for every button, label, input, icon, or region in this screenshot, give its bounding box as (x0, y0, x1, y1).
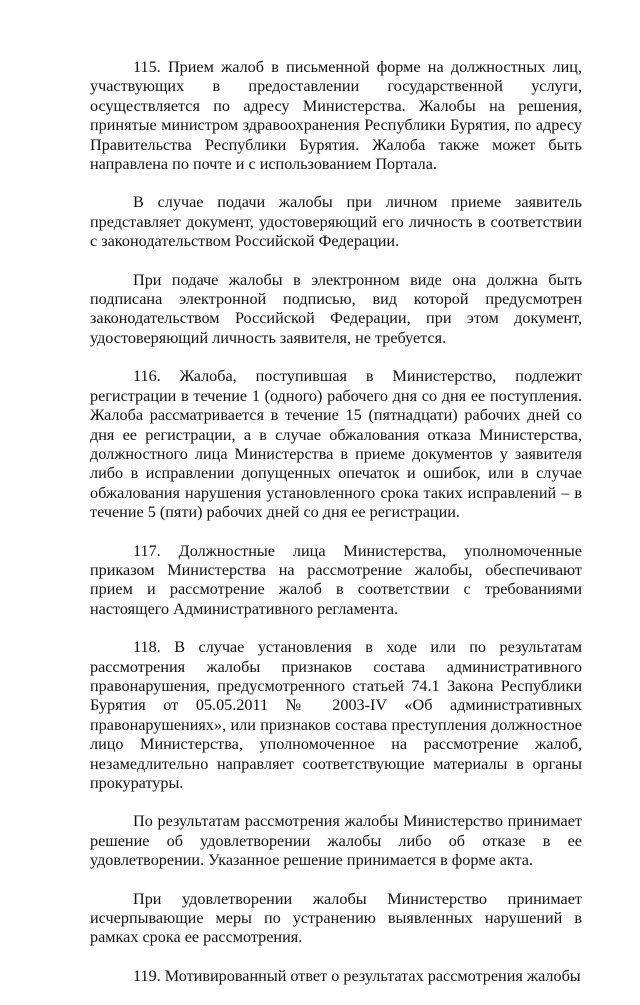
paragraph-118: 118. В случае установления в ходе или по результатам рассмотрения жалобы признаков состава административного правонарушения, предусмотренного статьей 74.1 Закона Республики Бурятия от 05.05.2011 № 2003-IV «Об административных правонарушениях», или признаков состава преступления должностное лицо Министерства, уполномоченное на рассмотрение жалоб, незамедлительно направляет соответствующие материалы в органы прокуратуры. (90, 638, 582, 792)
paragraph-electronic-submission: При подаче жалобы в электронном виде она должна быть подписана электронной подписью, вид которой предусмотрен законодательством Российской Федерации, при этом документ, удостоверяющий личность заявителя, не требуется. (90, 270, 582, 347)
paragraph-119: 119. Мотивированный ответ о результатах рассмотрения жалобы (133, 966, 581, 985)
paragraph-115: 115. Прием жалоб в письменной форме на должностных лиц, участвующих в предоставлении государственной услуги, осуществляется по адресу Министерства. Жалобы на решения, принятые министром здравоохранения Республики Бурятия, по адресу Правительства Республики Бурятия. Жалоба также может быть направлена по почте и с использованием Портала. (90, 58, 582, 174)
document-page (90, 58, 582, 1005)
paragraph-116: 116. Жалоба, поступившая в Министерство, подлежит регистрации в течение 1 (одного) рабочего дня со дня ее поступления. Жалоба рассматривается в течение 15 (пятнадцати) рабочих дней со дня ее регистрации, а в случае обжалования отказа Министерства, должностного лица Министерства в приеме документов у заявителя либо в исправлении допущенных опечаток и ошибок, или в случае обжалования нарушения установленного срока таких исправлений – в течение 5 (пяти) рабочих дней со дня ее регистрации. (90, 367, 582, 522)
paragraph-personal-submission: В случае подачи жалобы при личном приеме заявитель представляет документ, удостоверяющий его личность в соответствии с законодательством Российской Федерации. (90, 193, 582, 251)
paragraph-decision: По результатам рассмотрения жалобы Министерство принимает решение об удовлетворении жалобы либо об отказе в ее удовлетворении. Указанное решение принимается в форме акта. (90, 812, 582, 870)
paragraph-remedy: При удовлетворении жалобы Министерство принимает исчерпывающие меры по устранению выявленных нарушений в рамках срока ее рассмотрения. (90, 889, 582, 947)
paragraph-117: 117. Должностные лица Министерства, уполномоченные приказом Министерства на рассмотрение жалобы, обеспечивают прием и рассмотрение жалоб в соответствии с требованиями настоящего Административного регламента. (90, 541, 582, 618)
